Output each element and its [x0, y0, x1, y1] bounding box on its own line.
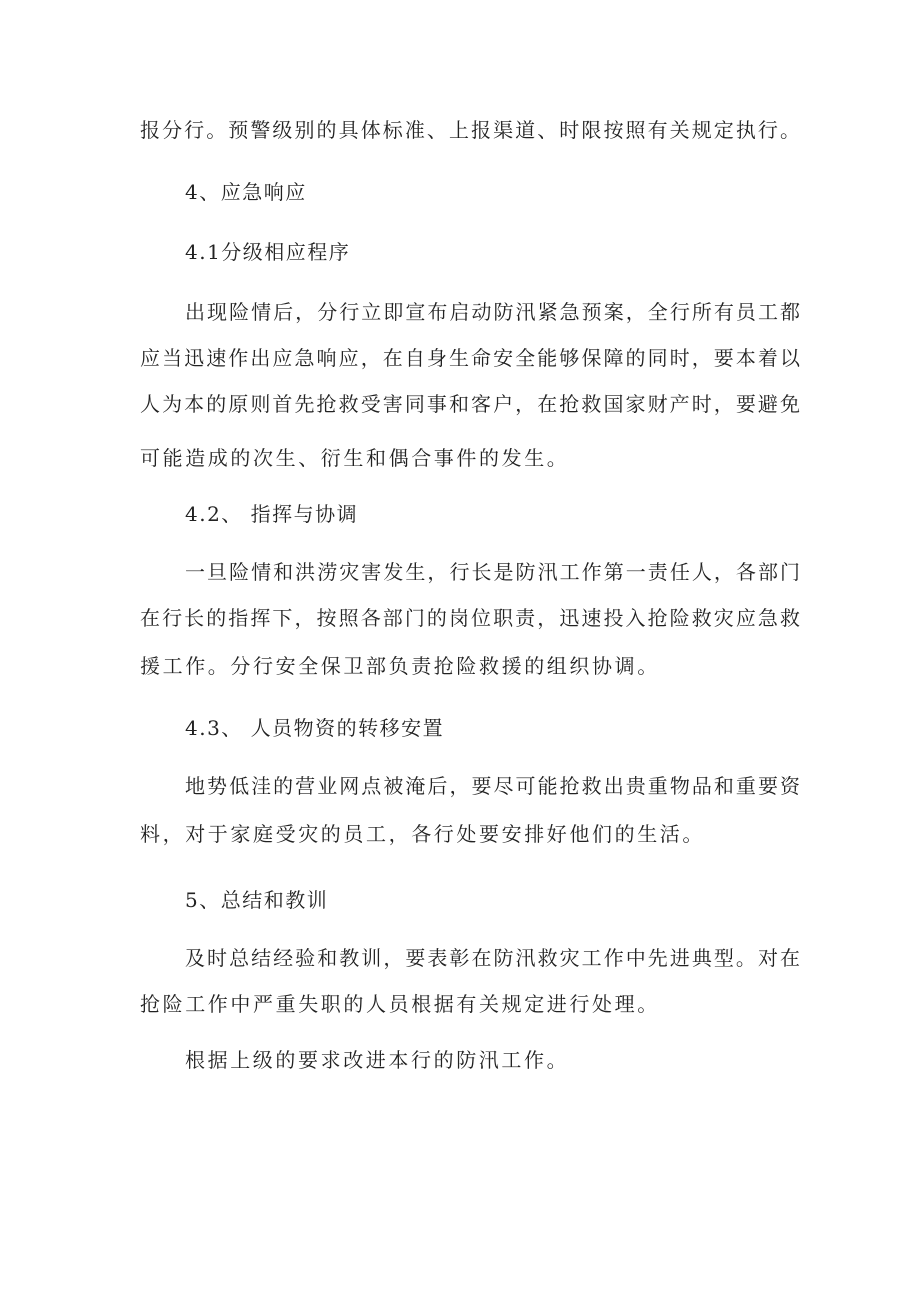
paragraph-line: 抢险工作中严重失职的人员根据有关规定进行处理。: [140, 992, 660, 1016]
paragraph-line: 应当迅速作出应急响应，在自身生命安全能够保障的同时，要本着以: [140, 346, 800, 370]
paragraph-line: 在行长的指挥下，按照各部门的岗位职责，迅速投入抢险救灾应急救: [140, 606, 800, 630]
paragraph-line: 及时总结经验和教训，要表彰在防汛救灾工作中先进典型。对在: [185, 946, 800, 970]
paragraph-line: 地势低洼的营业网点被淹后，要尽可能抢救出贵重物品和重要资: [185, 774, 800, 798]
subsection-heading: 4.2、 指挥与协调: [185, 502, 359, 526]
paragraph-line: 一旦险情和洪涝灾害发生，行长是防汛工作第一责任人，各部门: [185, 560, 800, 584]
section-heading: 5、总结和教训: [185, 888, 329, 912]
paragraph-line: 可能造成的次生、衍生和偶合事件的发生。: [140, 446, 570, 470]
subsection-heading: 4.3、 人员物资的转移安置: [185, 716, 445, 740]
paragraph-line: 料，对于家庭受灾的员工，各行处要安排好他们的生活。: [140, 822, 705, 846]
section-heading: 4、应急响应: [185, 180, 307, 204]
subsection-heading: 4.1分级相应程序: [185, 240, 351, 264]
paragraph-line: 根据上级的要求改进本行的防汛工作。: [185, 1048, 570, 1072]
paragraph-line: 援工作。分行安全保卫部负责抢险救援的组织协调。: [140, 654, 660, 678]
paragraph-line: 出现险情后，分行立即宣布启动防汛紧急预案，全行所有员工都: [185, 300, 800, 324]
paragraph-line: 人为本的原则首先抢救受害同事和客户，在抢救国家财产时，要避免: [140, 392, 800, 416]
paragraph-line: 报分行。预警级别的具体标准、上报渠道、时限按照有关规定执行。: [140, 118, 800, 142]
